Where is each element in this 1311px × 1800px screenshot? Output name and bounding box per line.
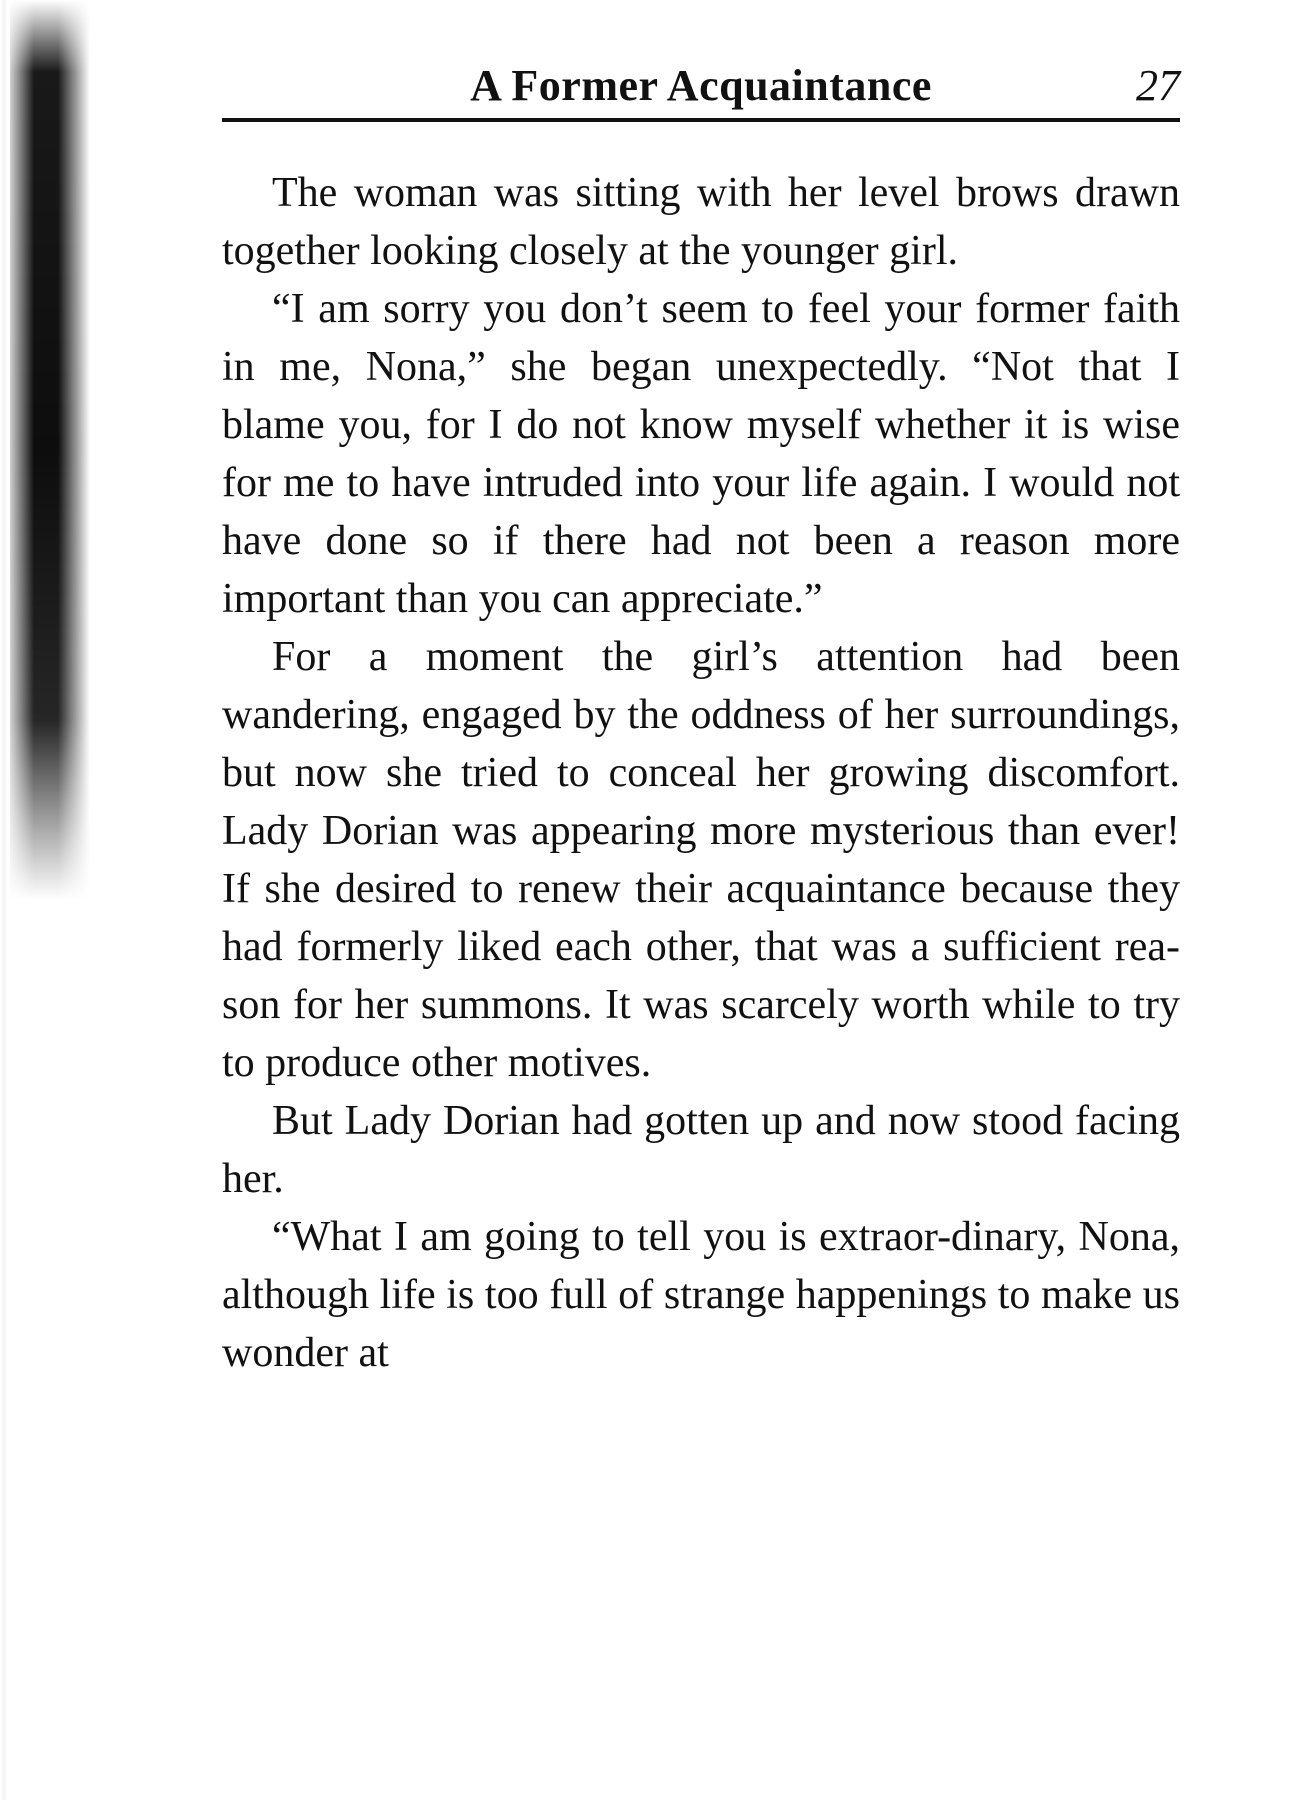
paragraph-2: “I am sorry you don’t seem to feel your former faith in me, Nona,” she began unexpectedly. “Not that I blame you, for I do not know myself whether it is wise for me to have intruded into your life again. I would not have done so if there had not been a reason more important than you can appreciate.”	[222, 286, 1180, 622]
paragraph-1: The woman was sitting with her level brows drawn together looking closely at the younger girl.	[222, 170, 1180, 274]
body-text	[222, 164, 1180, 1382]
running-header	[222, 58, 1180, 122]
paragraph-5: “What I am going to tell you is extraor-dinary, Nona, although life is too full of strange happenings to make us wonder at	[222, 1214, 1180, 1376]
binding-shadow	[10, 0, 90, 900]
paragraph-3: For a moment the girl’s attention had been wandering, engaged by the oddness of her surroundings, but now she tried to conceal her growing discomfort. Lady Dorian was appearing more mysterious than ever! If she desired to renew their acquaintance because they had formerly liked each other, that was a sufficient rea-son for her summons. It was scarcely worth while to try to produce other motives.	[222, 634, 1180, 1086]
page-number: 27	[1136, 61, 1180, 110]
book-page	[222, 58, 1180, 1382]
paragraph-4: But Lady Dorian had gotten up and now stood facing her.	[222, 1098, 1180, 1202]
chapter-title: A Former Acquaintance	[470, 61, 932, 110]
